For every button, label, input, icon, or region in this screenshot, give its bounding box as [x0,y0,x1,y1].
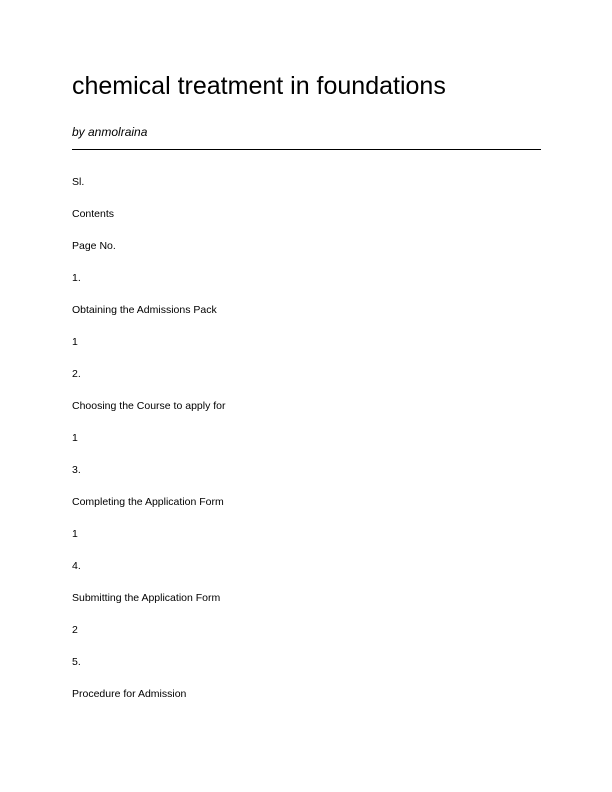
row-2-page: 1 [72,432,78,444]
document-title: chemical treatment in foundations [72,72,446,100]
document-author: by anmolraina [72,125,148,139]
row-3-page: 1 [72,528,78,540]
row-5-title: Procedure for Admission [72,688,187,700]
row-2-title: Choosing the Course to apply for [72,400,226,412]
row-1-sl: 1. [72,272,81,284]
row-1-title: Obtaining the Admissions Pack [72,304,217,316]
row-4-page: 2 [72,624,78,636]
contents-header-sl: Sl. [72,176,85,188]
row-5-sl: 5. [72,656,81,668]
contents-header-contents: Contents [72,208,115,220]
row-1-page: 1 [72,336,78,348]
row-4-title: Submitting the Application Form [72,592,221,604]
row-4-sl: 4. [72,560,81,572]
row-3-title: Completing the Application Form [72,496,224,508]
row-2-sl: 2. [72,368,81,380]
contents-header-page-no: Page No. [72,240,116,252]
row-3-sl: 3. [72,464,81,476]
title-divider [72,149,541,150]
